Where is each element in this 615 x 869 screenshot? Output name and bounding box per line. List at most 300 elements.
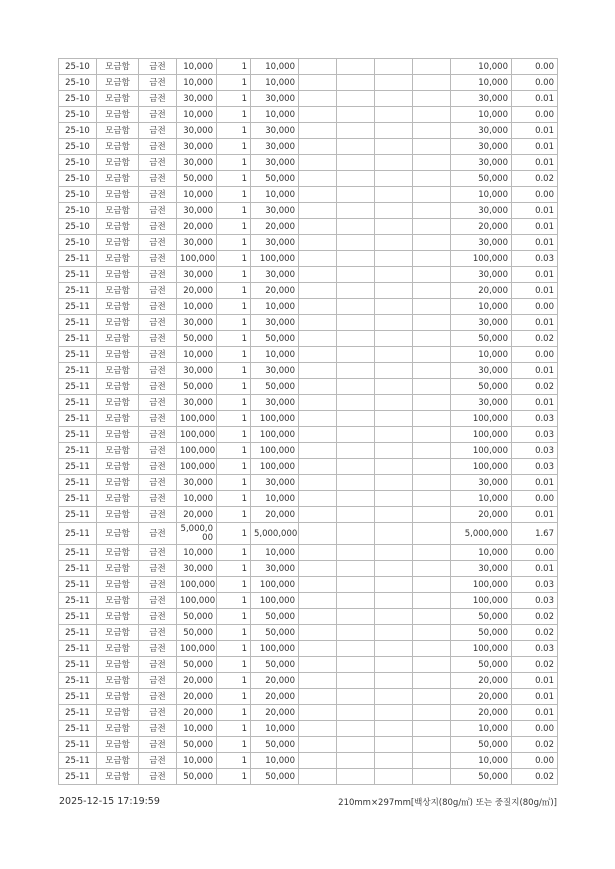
cell-total: 50,000 bbox=[451, 625, 512, 641]
cell-kind: 금전 bbox=[139, 267, 177, 283]
cell-blank4 bbox=[413, 187, 451, 203]
table-row bbox=[59, 155, 558, 171]
cell-kind: 금전 bbox=[139, 491, 177, 507]
cell-blank3 bbox=[375, 625, 413, 641]
cell-blank4 bbox=[413, 673, 451, 689]
cell-blank1 bbox=[299, 593, 337, 609]
cell-blank2 bbox=[337, 705, 375, 721]
cell-total: 50,000 bbox=[451, 609, 512, 625]
cell-blank2 bbox=[337, 411, 375, 427]
cell-blank2 bbox=[337, 769, 375, 785]
cell-pct: 0.01 bbox=[512, 395, 558, 411]
cell-date: 25-10 bbox=[59, 171, 97, 187]
cell-type: 모금함 bbox=[97, 123, 139, 139]
cell-blank3 bbox=[375, 107, 413, 123]
cell-date: 25-11 bbox=[59, 427, 97, 443]
cell-blank1 bbox=[299, 673, 337, 689]
cell-blank3 bbox=[375, 315, 413, 331]
table-row bbox=[59, 251, 558, 267]
cell-type: 모금함 bbox=[97, 347, 139, 363]
cell-kind: 금전 bbox=[139, 123, 177, 139]
print-timestamp: 2025-12-15 17:19:59 bbox=[59, 796, 160, 807]
cell-blank3 bbox=[375, 609, 413, 625]
cell-date: 25-11 bbox=[59, 331, 97, 347]
cell-blank1 bbox=[299, 507, 337, 523]
cell-qty: 1 bbox=[217, 331, 251, 347]
table-row bbox=[59, 561, 558, 577]
cell-date: 25-11 bbox=[59, 395, 97, 411]
cell-blank3 bbox=[375, 753, 413, 769]
cell-blank3 bbox=[375, 155, 413, 171]
table-row bbox=[59, 235, 558, 251]
cell-total: 100,000 bbox=[451, 251, 512, 267]
cell-blank2 bbox=[337, 219, 375, 235]
cell-type: 모금함 bbox=[97, 299, 139, 315]
cell-blank3 bbox=[375, 187, 413, 203]
table-row bbox=[59, 705, 558, 721]
cell-blank4 bbox=[413, 459, 451, 475]
cell-total: 50,000 bbox=[451, 737, 512, 753]
cell-blank3 bbox=[375, 657, 413, 673]
cell-pct: 0.00 bbox=[512, 721, 558, 737]
cell-type: 모금함 bbox=[97, 737, 139, 753]
cell-blank4 bbox=[413, 363, 451, 379]
cell-date: 25-11 bbox=[59, 459, 97, 475]
cell-date: 25-11 bbox=[59, 251, 97, 267]
cell-price: 50,000 bbox=[177, 737, 217, 753]
cell-total: 10,000 bbox=[451, 491, 512, 507]
cell-blank2 bbox=[337, 75, 375, 91]
cell-total: 20,000 bbox=[451, 283, 512, 299]
table-row bbox=[59, 523, 558, 545]
table-row bbox=[59, 475, 558, 491]
cell-blank2 bbox=[337, 689, 375, 705]
cell-type: 모금함 bbox=[97, 721, 139, 737]
cell-type: 모금함 bbox=[97, 59, 139, 75]
cell-blank3 bbox=[375, 331, 413, 347]
cell-pct: 0.01 bbox=[512, 507, 558, 523]
cell-blank2 bbox=[337, 561, 375, 577]
cell-date: 25-11 bbox=[59, 641, 97, 657]
cell-total: 30,000 bbox=[451, 475, 512, 491]
cell-blank1 bbox=[299, 491, 337, 507]
cell-blank4 bbox=[413, 443, 451, 459]
cell-blank3 bbox=[375, 203, 413, 219]
cell-qty: 1 bbox=[217, 219, 251, 235]
cell-total: 10,000 bbox=[451, 721, 512, 737]
cell-blank2 bbox=[337, 139, 375, 155]
cell-total: 10,000 bbox=[451, 59, 512, 75]
cell-amount: 10,000 bbox=[251, 299, 299, 315]
cell-type: 모금함 bbox=[97, 315, 139, 331]
cell-pct: 0.03 bbox=[512, 251, 558, 267]
cell-pct: 0.03 bbox=[512, 411, 558, 427]
cell-type: 모금함 bbox=[97, 219, 139, 235]
cell-price: 10,000 bbox=[177, 187, 217, 203]
cell-qty: 1 bbox=[217, 203, 251, 219]
cell-price: 10,000 bbox=[177, 347, 217, 363]
cell-blank3 bbox=[375, 235, 413, 251]
cell-price: 10,000 bbox=[177, 107, 217, 123]
cell-amount: 30,000 bbox=[251, 315, 299, 331]
cell-date: 25-11 bbox=[59, 625, 97, 641]
cell-pct: 0.03 bbox=[512, 459, 558, 475]
cell-price: 30,000 bbox=[177, 475, 217, 491]
cell-qty: 1 bbox=[217, 641, 251, 657]
cell-price: 30,000 bbox=[177, 203, 217, 219]
cell-total: 10,000 bbox=[451, 107, 512, 123]
cell-blank2 bbox=[337, 171, 375, 187]
cell-qty: 1 bbox=[217, 379, 251, 395]
cell-blank1 bbox=[299, 769, 337, 785]
cell-blank3 bbox=[375, 171, 413, 187]
cell-amount: 5,000,000 bbox=[251, 523, 299, 545]
cell-pct: 0.02 bbox=[512, 769, 558, 785]
table-row bbox=[59, 673, 558, 689]
cell-qty: 1 bbox=[217, 299, 251, 315]
cell-blank1 bbox=[299, 91, 337, 107]
cell-blank4 bbox=[413, 315, 451, 331]
cell-kind: 금전 bbox=[139, 769, 177, 785]
table-row bbox=[59, 171, 558, 187]
cell-qty: 1 bbox=[217, 625, 251, 641]
cell-price: 100,000 bbox=[177, 411, 217, 427]
cell-total: 20,000 bbox=[451, 689, 512, 705]
cell-blank2 bbox=[337, 443, 375, 459]
cell-price: 10,000 bbox=[177, 75, 217, 91]
cell-pct: 0.02 bbox=[512, 171, 558, 187]
cell-pct: 0.01 bbox=[512, 267, 558, 283]
cell-date: 25-11 bbox=[59, 379, 97, 395]
cell-pct: 0.02 bbox=[512, 657, 558, 673]
cell-amount: 20,000 bbox=[251, 283, 299, 299]
cell-total: 10,000 bbox=[451, 545, 512, 561]
cell-total: 100,000 bbox=[451, 459, 512, 475]
cell-blank4 bbox=[413, 523, 451, 545]
cell-blank4 bbox=[413, 107, 451, 123]
cell-blank2 bbox=[337, 545, 375, 561]
cell-type: 모금함 bbox=[97, 75, 139, 91]
cell-blank1 bbox=[299, 737, 337, 753]
cell-kind: 금전 bbox=[139, 299, 177, 315]
cell-blank4 bbox=[413, 155, 451, 171]
cell-total: 100,000 bbox=[451, 411, 512, 427]
cell-blank3 bbox=[375, 593, 413, 609]
cell-price: 20,000 bbox=[177, 689, 217, 705]
table-row bbox=[59, 363, 558, 379]
cell-amount: 50,000 bbox=[251, 171, 299, 187]
cell-date: 25-11 bbox=[59, 561, 97, 577]
cell-blank1 bbox=[299, 411, 337, 427]
cell-blank2 bbox=[337, 459, 375, 475]
cell-kind: 금전 bbox=[139, 507, 177, 523]
cell-blank3 bbox=[375, 251, 413, 267]
cell-pct: 0.03 bbox=[512, 427, 558, 443]
cell-kind: 금전 bbox=[139, 155, 177, 171]
cell-blank2 bbox=[337, 737, 375, 753]
cell-blank4 bbox=[413, 219, 451, 235]
cell-price: 30,000 bbox=[177, 123, 217, 139]
cell-qty: 1 bbox=[217, 523, 251, 545]
cell-type: 모금함 bbox=[97, 609, 139, 625]
cell-blank3 bbox=[375, 561, 413, 577]
table-row bbox=[59, 107, 558, 123]
cell-price: 10,000 bbox=[177, 299, 217, 315]
cell-blank1 bbox=[299, 299, 337, 315]
cell-date: 25-11 bbox=[59, 363, 97, 379]
cell-blank3 bbox=[375, 641, 413, 657]
table-row bbox=[59, 577, 558, 593]
cell-amount: 10,000 bbox=[251, 59, 299, 75]
cell-qty: 1 bbox=[217, 411, 251, 427]
cell-blank2 bbox=[337, 123, 375, 139]
cell-blank1 bbox=[299, 187, 337, 203]
cell-kind: 금전 bbox=[139, 139, 177, 155]
cell-blank1 bbox=[299, 523, 337, 545]
cell-amount: 10,000 bbox=[251, 347, 299, 363]
cell-price: 5,000,000 bbox=[177, 523, 217, 545]
cell-blank1 bbox=[299, 641, 337, 657]
cell-type: 모금함 bbox=[97, 769, 139, 785]
cell-type: 모금함 bbox=[97, 411, 139, 427]
cell-pct: 0.01 bbox=[512, 155, 558, 171]
cell-type: 모금함 bbox=[97, 545, 139, 561]
table-row bbox=[59, 443, 558, 459]
cell-blank3 bbox=[375, 507, 413, 523]
cell-qty: 1 bbox=[217, 561, 251, 577]
cell-blank1 bbox=[299, 545, 337, 561]
cell-date: 25-10 bbox=[59, 75, 97, 91]
cell-qty: 1 bbox=[217, 123, 251, 139]
cell-kind: 금전 bbox=[139, 459, 177, 475]
cell-total: 30,000 bbox=[451, 123, 512, 139]
cell-type: 모금함 bbox=[97, 379, 139, 395]
table-row bbox=[59, 315, 558, 331]
cell-total: 10,000 bbox=[451, 75, 512, 91]
cell-pct: 0.00 bbox=[512, 491, 558, 507]
table-row bbox=[59, 737, 558, 753]
cell-price: 100,000 bbox=[177, 593, 217, 609]
cell-pct: 0.00 bbox=[512, 545, 558, 561]
cell-pct: 0.00 bbox=[512, 299, 558, 315]
cell-blank1 bbox=[299, 235, 337, 251]
cell-blank1 bbox=[299, 251, 337, 267]
cell-total: 5,000,000 bbox=[451, 523, 512, 545]
cell-qty: 1 bbox=[217, 155, 251, 171]
cell-total: 100,000 bbox=[451, 641, 512, 657]
cell-price: 30,000 bbox=[177, 155, 217, 171]
cell-blank4 bbox=[413, 705, 451, 721]
cell-kind: 금전 bbox=[139, 395, 177, 411]
cell-date: 25-10 bbox=[59, 107, 97, 123]
cell-kind: 금전 bbox=[139, 347, 177, 363]
cell-price: 100,000 bbox=[177, 459, 217, 475]
cell-pct: 0.01 bbox=[512, 363, 558, 379]
cell-blank1 bbox=[299, 753, 337, 769]
cell-type: 모금함 bbox=[97, 91, 139, 107]
cell-blank2 bbox=[337, 507, 375, 523]
cell-type: 모금함 bbox=[97, 561, 139, 577]
cell-blank4 bbox=[413, 427, 451, 443]
cell-price: 20,000 bbox=[177, 705, 217, 721]
cell-kind: 금전 bbox=[139, 641, 177, 657]
cell-amount: 30,000 bbox=[251, 155, 299, 171]
cell-total: 30,000 bbox=[451, 395, 512, 411]
cell-qty: 1 bbox=[217, 139, 251, 155]
cell-blank1 bbox=[299, 721, 337, 737]
cell-total: 50,000 bbox=[451, 657, 512, 673]
cell-type: 모금함 bbox=[97, 139, 139, 155]
cell-date: 25-11 bbox=[59, 705, 97, 721]
cell-blank3 bbox=[375, 673, 413, 689]
cell-blank3 bbox=[375, 769, 413, 785]
cell-price: 50,000 bbox=[177, 331, 217, 347]
cell-type: 모금함 bbox=[97, 705, 139, 721]
cell-date: 25-11 bbox=[59, 443, 97, 459]
cell-blank4 bbox=[413, 609, 451, 625]
cell-type: 모금함 bbox=[97, 187, 139, 203]
cell-total: 50,000 bbox=[451, 769, 512, 785]
cell-blank3 bbox=[375, 411, 413, 427]
cell-qty: 1 bbox=[217, 91, 251, 107]
cell-amount: 100,000 bbox=[251, 411, 299, 427]
table-row bbox=[59, 75, 558, 91]
cell-blank4 bbox=[413, 395, 451, 411]
cell-total: 20,000 bbox=[451, 507, 512, 523]
cell-blank2 bbox=[337, 491, 375, 507]
cell-blank3 bbox=[375, 91, 413, 107]
cell-kind: 금전 bbox=[139, 593, 177, 609]
cell-pct: 0.01 bbox=[512, 219, 558, 235]
cell-pct: 0.00 bbox=[512, 347, 558, 363]
cell-amount: 10,000 bbox=[251, 753, 299, 769]
cell-pct: 0.00 bbox=[512, 59, 558, 75]
cell-blank1 bbox=[299, 267, 337, 283]
cell-qty: 1 bbox=[217, 315, 251, 331]
cell-date: 25-11 bbox=[59, 721, 97, 737]
table-row bbox=[59, 769, 558, 785]
cell-blank4 bbox=[413, 753, 451, 769]
cell-date: 25-11 bbox=[59, 347, 97, 363]
cell-blank3 bbox=[375, 283, 413, 299]
cell-blank4 bbox=[413, 657, 451, 673]
cell-blank2 bbox=[337, 59, 375, 75]
cell-total: 30,000 bbox=[451, 315, 512, 331]
cell-amount: 50,000 bbox=[251, 609, 299, 625]
cell-kind: 금전 bbox=[139, 91, 177, 107]
table-row bbox=[59, 187, 558, 203]
cell-price: 50,000 bbox=[177, 379, 217, 395]
cell-type: 모금함 bbox=[97, 475, 139, 491]
cell-blank4 bbox=[413, 625, 451, 641]
cell-qty: 1 bbox=[217, 347, 251, 363]
cell-blank2 bbox=[337, 203, 375, 219]
cell-amount: 10,000 bbox=[251, 545, 299, 561]
cell-type: 모금함 bbox=[97, 459, 139, 475]
cell-blank3 bbox=[375, 363, 413, 379]
cell-kind: 금전 bbox=[139, 523, 177, 545]
cell-total: 20,000 bbox=[451, 705, 512, 721]
cell-blank4 bbox=[413, 59, 451, 75]
cell-date: 25-11 bbox=[59, 315, 97, 331]
cell-blank2 bbox=[337, 91, 375, 107]
table-row bbox=[59, 299, 558, 315]
table-row bbox=[59, 267, 558, 283]
cell-qty: 1 bbox=[217, 395, 251, 411]
cell-type: 모금함 bbox=[97, 107, 139, 123]
cell-type: 모금함 bbox=[97, 689, 139, 705]
cell-qty: 1 bbox=[217, 267, 251, 283]
cell-blank2 bbox=[337, 331, 375, 347]
cell-date: 25-11 bbox=[59, 523, 97, 545]
cell-blank2 bbox=[337, 753, 375, 769]
cell-blank4 bbox=[413, 641, 451, 657]
cell-price: 30,000 bbox=[177, 363, 217, 379]
cell-kind: 금전 bbox=[139, 219, 177, 235]
cell-total: 100,000 bbox=[451, 593, 512, 609]
cell-blank4 bbox=[413, 737, 451, 753]
table-row bbox=[59, 91, 558, 107]
table-row bbox=[59, 203, 558, 219]
cell-kind: 금전 bbox=[139, 75, 177, 91]
cell-amount: 20,000 bbox=[251, 689, 299, 705]
cell-blank1 bbox=[299, 155, 337, 171]
cell-price: 100,000 bbox=[177, 443, 217, 459]
cell-type: 모금함 bbox=[97, 251, 139, 267]
cell-blank3 bbox=[375, 523, 413, 545]
cell-blank2 bbox=[337, 523, 375, 545]
cell-qty: 1 bbox=[217, 171, 251, 187]
cell-amount: 100,000 bbox=[251, 251, 299, 267]
cell-kind: 금전 bbox=[139, 705, 177, 721]
cell-kind: 금전 bbox=[139, 331, 177, 347]
cell-blank3 bbox=[375, 443, 413, 459]
cell-blank1 bbox=[299, 107, 337, 123]
cell-qty: 1 bbox=[217, 609, 251, 625]
table-row bbox=[59, 491, 558, 507]
cell-amount: 20,000 bbox=[251, 705, 299, 721]
table-row bbox=[59, 593, 558, 609]
cell-pct: 0.02 bbox=[512, 609, 558, 625]
table-row bbox=[59, 753, 558, 769]
cell-price: 20,000 bbox=[177, 219, 217, 235]
cell-date: 25-11 bbox=[59, 491, 97, 507]
cell-blank2 bbox=[337, 379, 375, 395]
cell-blank4 bbox=[413, 139, 451, 155]
cell-total: 100,000 bbox=[451, 427, 512, 443]
cell-blank2 bbox=[337, 283, 375, 299]
cell-blank1 bbox=[299, 171, 337, 187]
cell-total: 20,000 bbox=[451, 219, 512, 235]
cell-kind: 금전 bbox=[139, 283, 177, 299]
cell-price: 50,000 bbox=[177, 171, 217, 187]
ledger-body bbox=[59, 59, 558, 785]
cell-amount: 30,000 bbox=[251, 139, 299, 155]
cell-blank1 bbox=[299, 609, 337, 625]
cell-qty: 1 bbox=[217, 753, 251, 769]
cell-blank4 bbox=[413, 689, 451, 705]
cell-date: 25-11 bbox=[59, 657, 97, 673]
cell-blank3 bbox=[375, 139, 413, 155]
cell-price: 30,000 bbox=[177, 267, 217, 283]
cell-amount: 30,000 bbox=[251, 561, 299, 577]
cell-blank2 bbox=[337, 251, 375, 267]
cell-price: 10,000 bbox=[177, 721, 217, 737]
table-row bbox=[59, 395, 558, 411]
cell-price: 100,000 bbox=[177, 641, 217, 657]
cell-qty: 1 bbox=[217, 577, 251, 593]
cell-blank4 bbox=[413, 75, 451, 91]
